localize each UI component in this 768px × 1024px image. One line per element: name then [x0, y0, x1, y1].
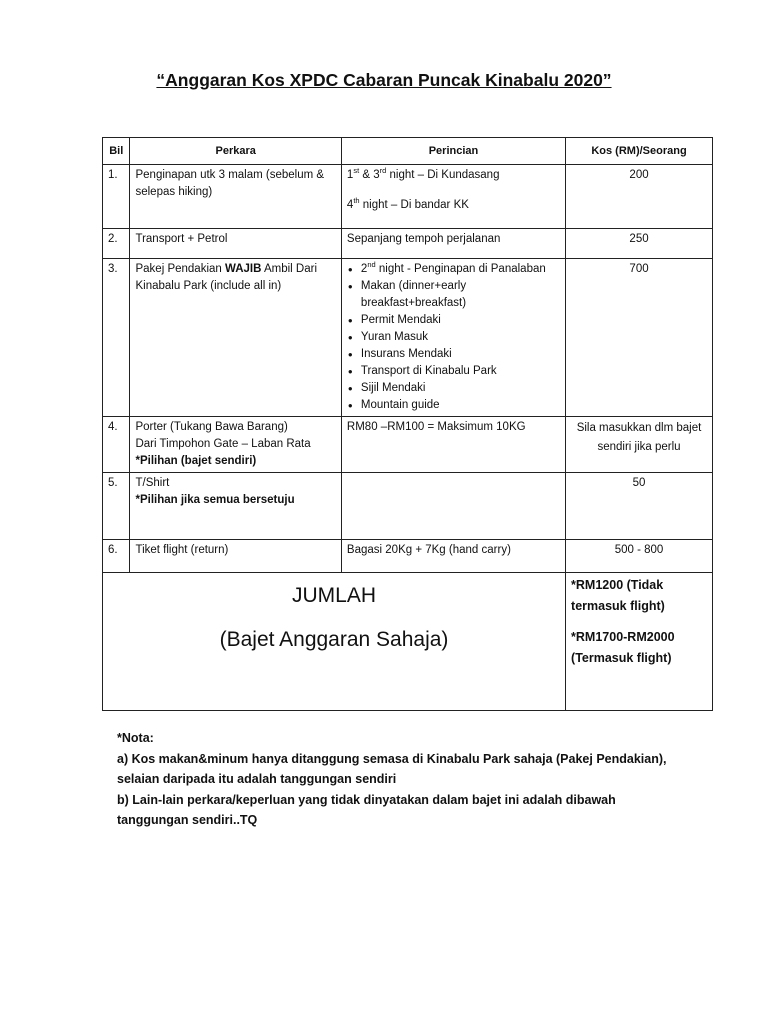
cell-bil: 5.: [103, 473, 130, 540]
cell-perkara: Transport + Petrol: [130, 229, 341, 259]
cell-kos: 500 - 800: [566, 540, 713, 573]
list-item: ● Makan (dinner+early breakfast+breakfast): [347, 278, 560, 312]
cell-bil: 3.: [103, 259, 130, 417]
table-row: [103, 473, 713, 540]
cell-perincian: Bagasi 20Kg + 7Kg (hand carry): [341, 540, 565, 573]
list-item: ● 2nd night - Penginapan di Panalaban: [347, 261, 560, 278]
table-row: [103, 417, 713, 473]
cell-bil: 6.: [103, 540, 130, 573]
jumlah-row: [103, 573, 713, 711]
perkara-line: Dari Timpohon Gate – Laban Rata: [135, 438, 311, 450]
table-row: [103, 229, 713, 259]
cell-perincian: [341, 473, 565, 540]
list-item: ● Insurans Mendaki: [347, 346, 560, 363]
perkara-line: Porter (Tukang Bawa Barang): [135, 421, 288, 433]
cell-perkara: Pakej Pendakian WAJIB Ambil Dari Kinabalu Park (include all in): [130, 259, 341, 417]
cell-perincian: RM80 –RM100 = Maksimum 10KG: [341, 417, 565, 473]
cell-perincian: [341, 165, 565, 229]
list-item: ● Mountain guide: [347, 397, 560, 414]
pakej-items-list: [347, 261, 560, 414]
list-item: ● Sijil Mendaki: [347, 380, 560, 397]
cell-perincian: [341, 259, 565, 417]
header-perincian: Perincian: [341, 138, 565, 165]
table-header-row: [103, 138, 713, 165]
cell-bil: 1.: [103, 165, 130, 229]
cell-kos: 250: [566, 229, 713, 259]
jumlah-value-2: *RM1700-RM2000 (Termasuk flight): [571, 630, 675, 665]
cell-bil: 4.: [103, 417, 130, 473]
cell-bil: 2.: [103, 229, 130, 259]
nota-section: [117, 728, 677, 831]
list-item: ● Yuran Masuk: [347, 329, 560, 346]
cell-perincian: Sepanjang tempoh perjalanan: [341, 229, 565, 259]
cell-perkara: Penginapan utk 3 malam (sebelum & selepas hiking): [130, 165, 341, 229]
list-item: ● Permit Mendaki: [347, 312, 560, 329]
perincian-line: 1st & 3rd night – Di Kundasang: [346, 166, 500, 181]
perkara-line: T/Shirt: [135, 477, 170, 489]
jumlah-label: JUMLAH: [292, 584, 377, 607]
nota-heading: *Nota:: [117, 731, 154, 745]
document-title: “Anggaran Kos XPDC Cabaran Puncak Kinabalu 2020”: [156, 70, 612, 90]
jumlah-sublabel: (Bajet Anggaran Sahaja): [219, 628, 449, 651]
nota-item-b: b) Lain-lain perkara/keperluan yang tidak dinyatakan dalam bajet ini adalah dibawah tanggungan sendiri..TQ: [117, 792, 616, 827]
cell-perkara: Tiket flight (return): [130, 540, 341, 573]
cell-kos: 50: [566, 473, 713, 540]
budget-table: [102, 137, 713, 711]
table-row: [103, 540, 713, 573]
perkara-note: *Pilihan jika semua bersetuju: [135, 494, 295, 506]
table-row: [103, 165, 713, 229]
jumlah-label-cell: [103, 573, 566, 711]
jumlah-value-cell: [566, 573, 713, 711]
header-kos: Kos (RM)/Seorang: [566, 138, 713, 165]
cell-kos: Sila masukkan dlm bajet sendiri jika perlu: [566, 417, 713, 473]
cell-kos: 200: [566, 165, 713, 229]
table-row: [103, 259, 713, 417]
list-item: ● Transport di Kinabalu Park: [347, 363, 560, 380]
jumlah-value-1: *RM1200 (Tidak termasuk flight): [571, 578, 665, 613]
perincian-line: 4th night – Di bandar KK: [346, 196, 469, 211]
cell-perkara: [130, 417, 341, 473]
cell-perkara: [130, 473, 341, 540]
perkara-note: *Pilihan (bajet sendiri): [135, 455, 257, 467]
header-bil: Bil: [103, 138, 130, 165]
header-perkara: Perkara: [130, 138, 341, 165]
cell-kos: 700: [566, 259, 713, 417]
nota-item-a: a) Kos makan&minum hanya ditanggung semasa di Kinabalu Park sahaja (Pakej Pendakian), selaian daripada itu adalah tanggungan sendiri: [117, 751, 667, 786]
